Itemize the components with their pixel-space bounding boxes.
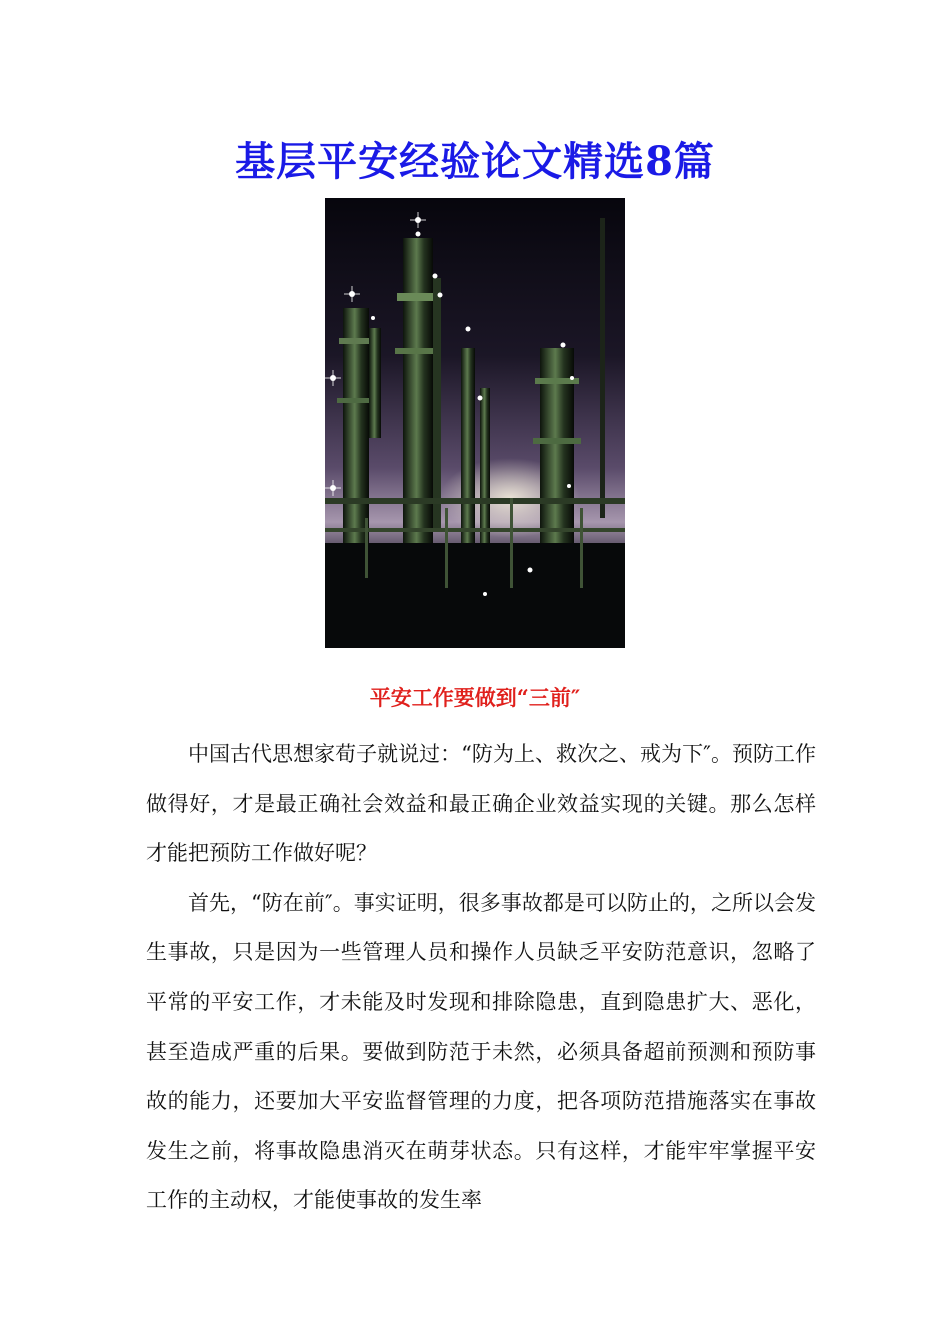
section-heading: 平安工作要做到“三前″ <box>369 685 581 710</box>
paragraph: 首先，“防在前″。事实证明，很多事故都是可以防止的，之所以会发生事故，只是因为一些管理人员和操作人员缺乏平安防范意识，忽略了平常的平安工作，才未能及时发现和排除隐患，直到隐患扩大、恶化，甚至造成严重的后果。要做到防范于未然，必须具备超前预测和预防事故的能力，还要加大平安监督管理的力度，把各项防范措施落实在事故发生之前，将事故隐患消灭在萌芽状态。只有这样，才能牢牢掌握平安工作的主动权，才能使事故的发生率 <box>146 890 816 1213</box>
refinery-photo <box>325 198 625 648</box>
paragraph: 中国古代思想家荀子就说过：“防为上、救次之、戒为下″。预防工作做得好，才是最正确社会效益和最正确企业效益实现的关键。那么怎样才能把预防工作做好呢？ <box>146 742 816 866</box>
article-body <box>146 730 816 1226</box>
document-title: 基层平安经验论文精选8篇 <box>235 138 715 185</box>
